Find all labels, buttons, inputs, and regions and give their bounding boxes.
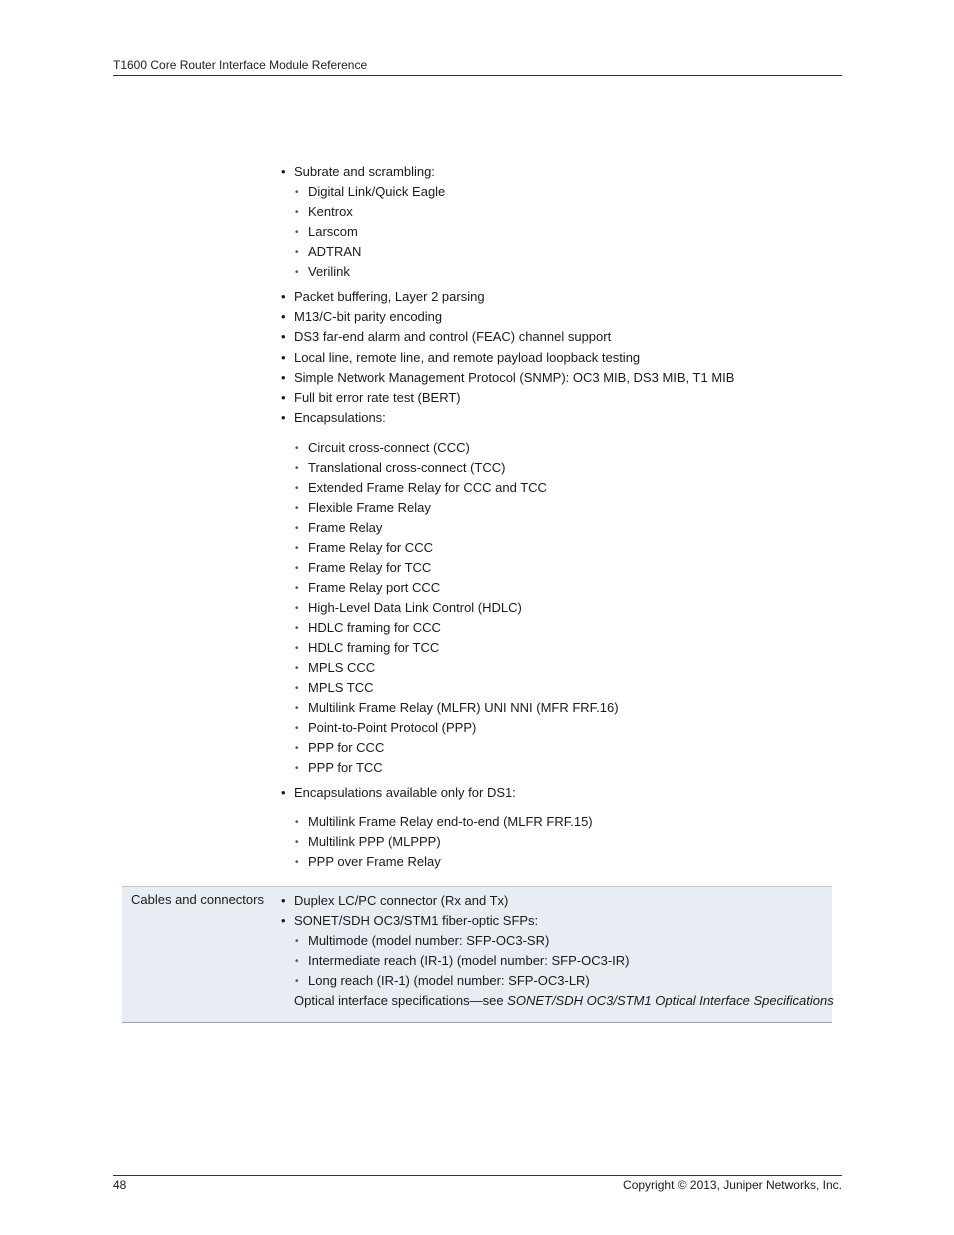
sub-bullet-icon: •	[295, 857, 299, 868]
bullet-icon: •	[281, 785, 286, 800]
ds1-label: Encapsulations available only for DS1:	[294, 785, 516, 800]
list-item: Frame Relay port CCC	[308, 580, 441, 595]
bullet-icon: •	[281, 390, 286, 405]
subrate-label: Subrate and scrambling:	[294, 164, 435, 179]
list-item: High-Level Data Link Control (HDLC)	[308, 600, 522, 615]
spec-reference	[294, 992, 834, 1010]
list-item: Frame Relay for CCC	[308, 540, 433, 555]
sub-bullet-icon: •	[295, 483, 299, 494]
sub-bullet-icon: •	[295, 956, 299, 967]
list-item: Verilink	[308, 264, 350, 279]
list-item: Frame Relay for TCC	[308, 560, 432, 575]
list-item: Duplex LC/PC connector (Rx and Tx)	[294, 893, 509, 908]
list-item: HDLC framing for TCC	[308, 640, 440, 655]
list-item: Point-to-Point Protocol (PPP)	[308, 720, 477, 735]
list-item: Kentrox	[308, 204, 353, 219]
list-item: MPLS CCC	[308, 660, 376, 675]
sub-bullet-icon: •	[295, 463, 299, 474]
bullet-icon: •	[281, 289, 286, 304]
sub-bullet-icon: •	[295, 703, 299, 714]
list-item: Digital Link/Quick Eagle	[308, 184, 446, 199]
sub-bullet-icon: •	[295, 723, 299, 734]
header-rule	[113, 75, 842, 76]
sub-bullet-icon: •	[295, 583, 299, 594]
sub-bullet-icon: •	[295, 187, 299, 198]
spec-prefix: Optical interface specifications—see	[294, 993, 508, 1008]
list-item: PPP for TCC	[308, 760, 383, 775]
list-item: Intermediate reach (IR-1) (model number: SFP-OC3-IR)	[308, 953, 630, 968]
list-item: Multilink Frame Relay end-to-end (MLFR FRF.15)	[308, 814, 593, 829]
list-item: Encapsulations:	[294, 410, 386, 425]
copyright: Copyright © 2013, Juniper Networks, Inc.	[623, 1178, 842, 1192]
list-item: Extended Frame Relay for CCC and TCC	[308, 480, 547, 495]
sub-bullet-icon: •	[295, 603, 299, 614]
list-item: Long reach (IR-1) (model number: SFP-OC3-LR)	[308, 973, 590, 988]
sub-bullet-icon: •	[295, 663, 299, 674]
sub-bullet-icon: •	[295, 763, 299, 774]
list-item: Multimode (model number: SFP-OC3-SR)	[308, 933, 550, 948]
sub-bullet-icon: •	[295, 543, 299, 554]
sub-bullet-icon: •	[295, 523, 299, 534]
list-item: DS3 far-end alarm and control (FEAC) channel support	[294, 329, 612, 344]
list-item: Translational cross-connect (TCC)	[308, 460, 506, 475]
list-item: SONET/SDH OC3/STM1 fiber-optic SFPs:	[294, 913, 539, 928]
sub-bullet-icon: •	[295, 267, 299, 278]
page-number: 48	[113, 1178, 127, 1192]
sub-bullet-icon: •	[295, 623, 299, 634]
list-item: Packet buffering, Layer 2 parsing	[294, 289, 485, 304]
list-item: Local line, remote line, and remote payload loopback testing	[294, 350, 641, 365]
sub-bullet-icon: •	[295, 503, 299, 514]
sub-bullet-icon: •	[295, 207, 299, 218]
cables-label: Cables and connectors	[131, 892, 264, 907]
sub-bullet-icon: •	[295, 936, 299, 947]
sub-bullet-icon: •	[295, 247, 299, 258]
list-item: PPP over Frame Relay	[308, 854, 441, 869]
bullet-icon: •	[281, 350, 286, 365]
list-item: Multilink Frame Relay (MLFR) UNI NNI (MFR FRF.16)	[308, 700, 619, 715]
bullet-icon: •	[281, 913, 286, 928]
list-item: Flexible Frame Relay	[308, 500, 431, 515]
sub-bullet-icon: •	[295, 227, 299, 238]
spec-link[interactable]: SONET/SDH OC3/STM1 Optical Interface Specifications	[507, 993, 834, 1008]
sub-bullet-icon: •	[295, 643, 299, 654]
list-item: Full bit error rate test (BERT)	[294, 390, 461, 405]
bullet-icon: •	[281, 329, 286, 344]
list-item: ADTRAN	[308, 244, 362, 259]
sub-bullet-icon: •	[295, 976, 299, 987]
list-item: Simple Network Management Protocol (SNMP): OC3 MIB, DS3 MIB, T1 MIB	[294, 370, 735, 385]
list-item: Multilink PPP (MLPPP)	[308, 834, 441, 849]
sub-bullet-icon: •	[295, 837, 299, 848]
sub-bullet-icon: •	[295, 563, 299, 574]
sub-bullet-icon: •	[295, 817, 299, 828]
bullet-icon: •	[281, 893, 286, 908]
list-item: M13/C-bit parity encoding	[294, 309, 443, 324]
list-item: PPP for CCC	[308, 740, 385, 755]
bullet-icon: •	[281, 309, 286, 324]
bullet-icon: •	[281, 410, 286, 425]
sub-bullet-icon: •	[295, 743, 299, 754]
list-item: MPLS TCC	[308, 680, 374, 695]
running-header: T1600 Core Router Interface Module Reference	[113, 58, 368, 72]
list-item: HDLC framing for CCC	[308, 620, 441, 635]
list-item: Circuit cross-connect (CCC)	[308, 440, 470, 455]
footer-rule	[113, 1175, 842, 1176]
list-item: Frame Relay	[308, 520, 383, 535]
bullet-icon: •	[281, 164, 286, 179]
sub-bullet-icon: •	[295, 683, 299, 694]
list-item: Larscom	[308, 224, 358, 239]
bullet-icon: •	[281, 370, 286, 385]
sub-bullet-icon: •	[295, 443, 299, 454]
